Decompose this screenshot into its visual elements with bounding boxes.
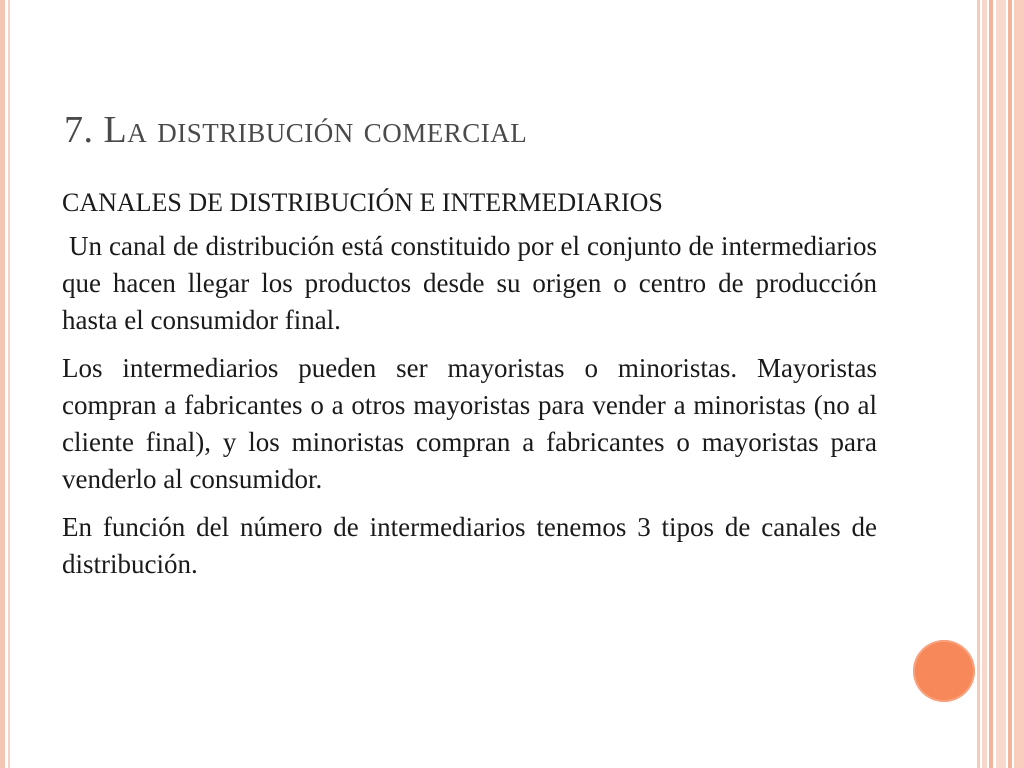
paragraph-channel-types: En función del número de intermediarios tenemos 3 tipos de canales de distribución. — [62, 512, 877, 579]
right-decorative-stripe-5 — [1008, 0, 1012, 768]
right-decorative-stripe-2 — [982, 0, 987, 768]
slide-body — [62, 184, 884, 594]
right-decorative-stripe-3 — [989, 0, 993, 768]
paragraph-definition: Un canal de distribución está constituido por el conjunto de intermediarios que hacen llegar los productos desde su origen o centro de producción hasta el consumidor final. — [62, 231, 884, 335]
decorative-orange-circle — [913, 640, 975, 702]
slide-subtitle: CANALES DE DISTRIBUCIÓN E INTERMEDIARIOS — [62, 188, 663, 217]
paragraph-intermediaries: Los intermediarios pueden ser mayoristas o minoristas. Mayoristas compran a fabricantes o a otros mayoristas para vender a minoristas (no al cliente final), y los minoristas compran a fabricantes o mayoristas para venderlo al consumidor. — [62, 353, 877, 494]
left-decorative-stripe — [0, 0, 5, 768]
slide-title: 7. La distribución comercial — [64, 109, 528, 151]
right-decorative-stripe-4 — [996, 0, 1006, 768]
left-decorative-stripe-thin — [8, 0, 10, 768]
right-decorative-stripe-1 — [977, 0, 980, 768]
right-decorative-stripe-6 — [1014, 0, 1024, 768]
